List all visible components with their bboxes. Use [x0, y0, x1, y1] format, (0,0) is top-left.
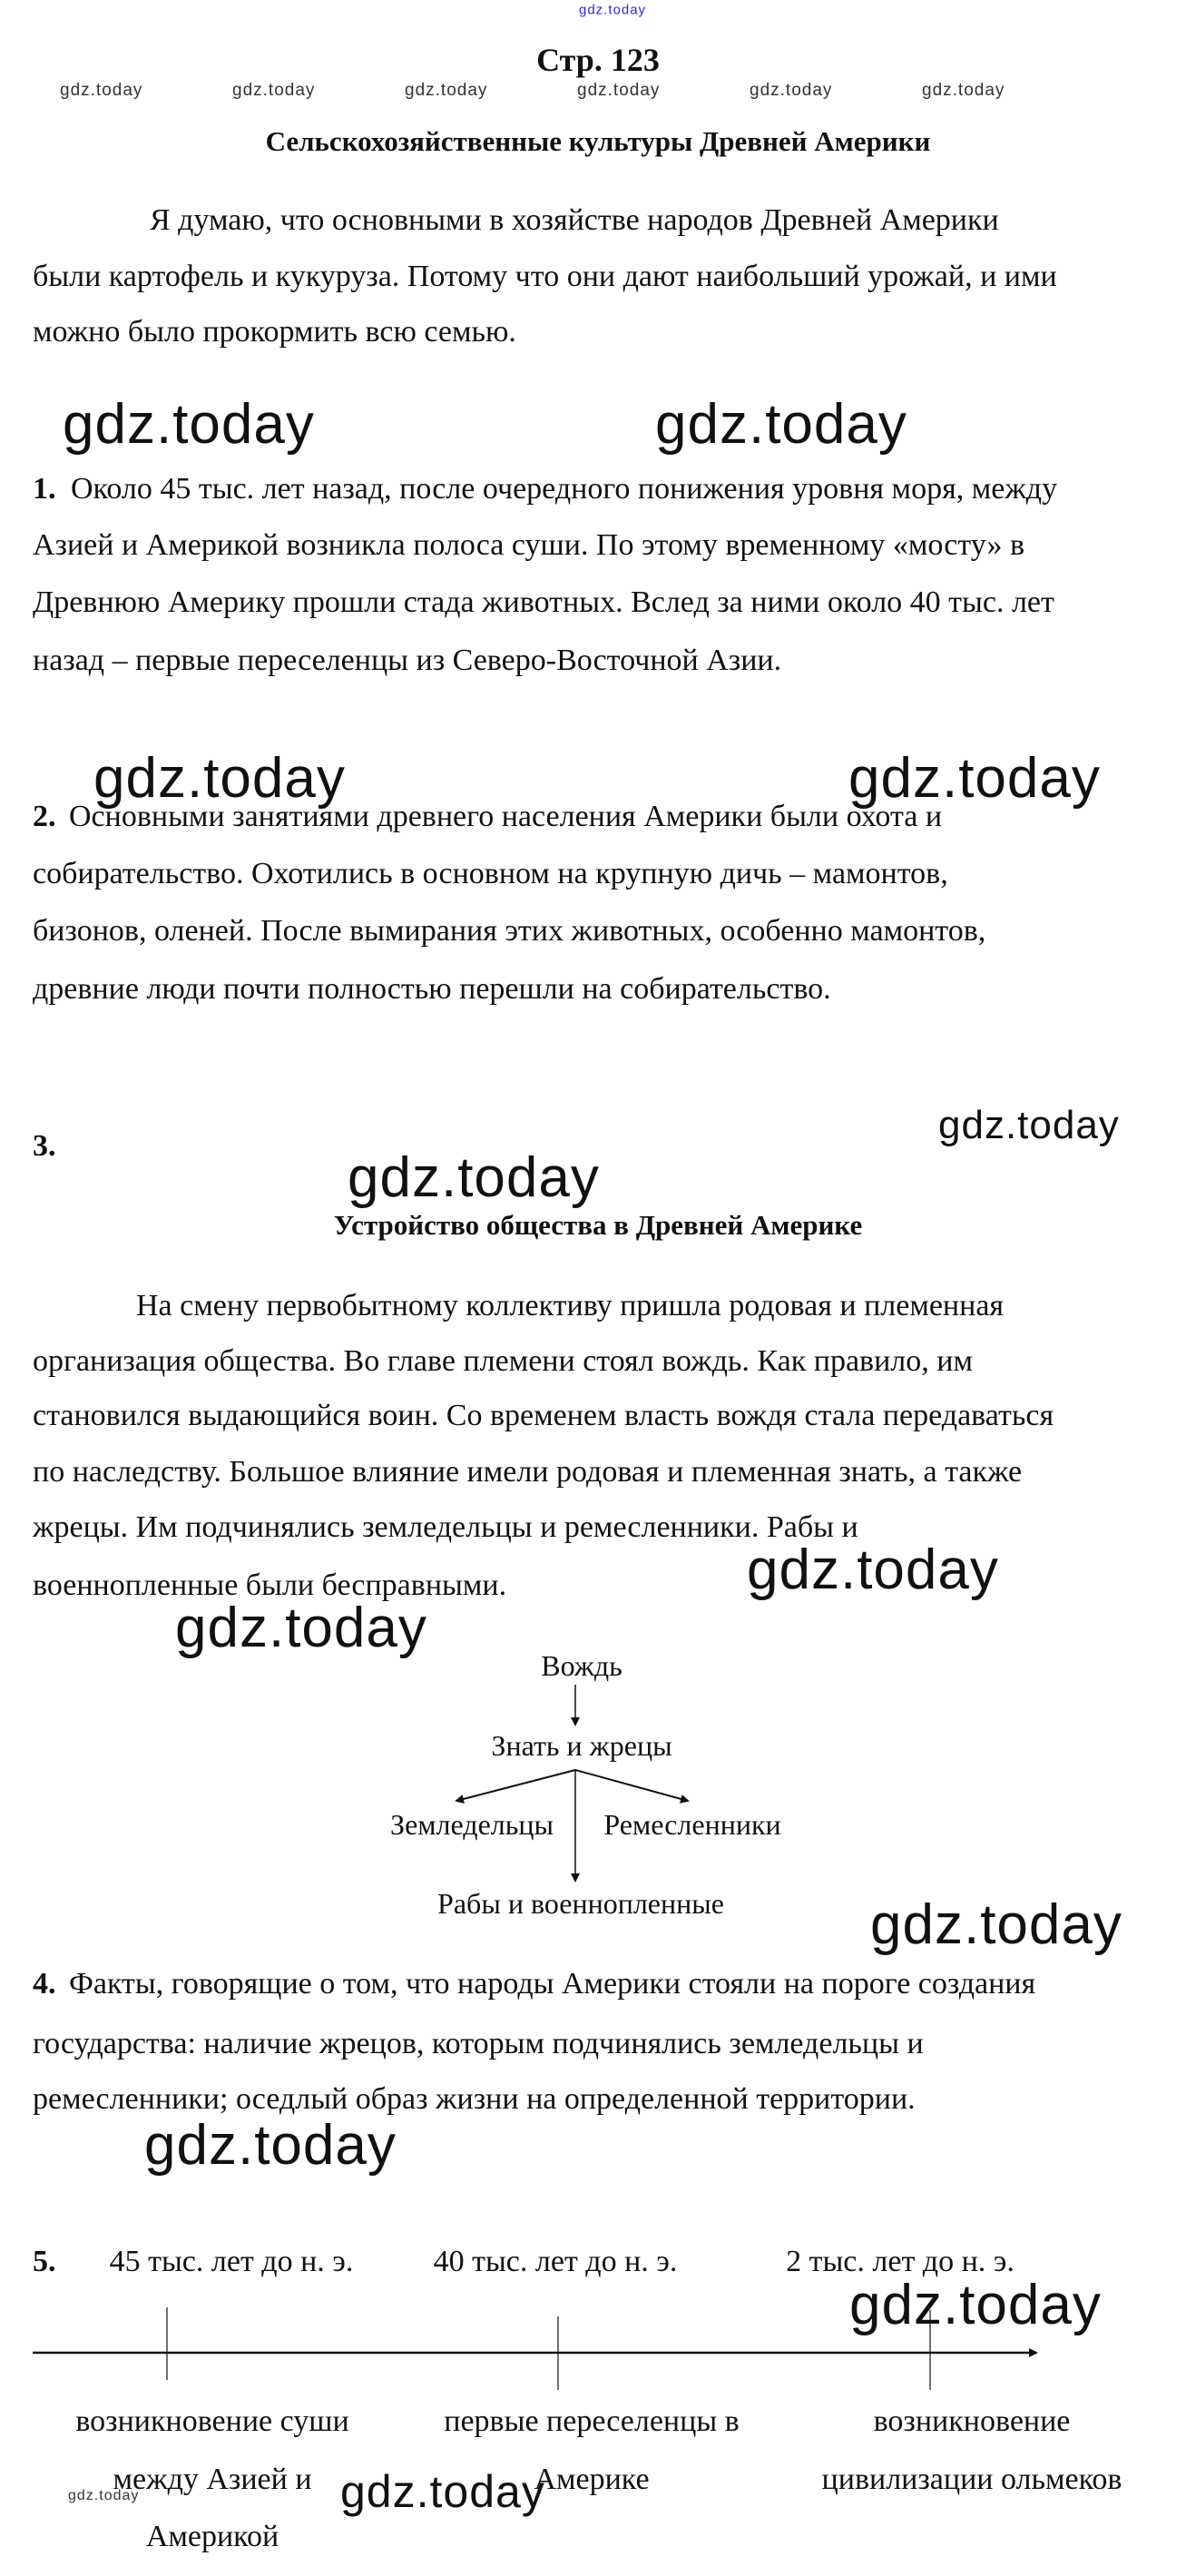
arrow-left — [456, 1770, 575, 1801]
paragraph-line: На смену первобытному коллективу пришла родовая и племенная — [136, 1289, 1005, 1322]
paragraph-line: становился выдающийся воин. Со временем власть вождя стала передаваться — [33, 1399, 1054, 1432]
item-number: 5. — [33, 2245, 56, 2278]
paragraph-line: Древнюю Америку прошли стада животных. Вслед за ними около 40 тыс. лет — [33, 585, 1054, 619]
watermark: gdz.today — [405, 81, 488, 100]
paragraph-line: можно было прокормить всю семью. — [33, 315, 516, 349]
paragraph-line: назад – первые переселенцы из Северо-Восточной Азии. — [33, 644, 782, 677]
paragraph-line: бизонов, оленей. После вымирания этих животных, особенно мамонтов, — [33, 914, 986, 948]
watermark: gdz.today — [938, 1103, 1120, 1147]
watermark: gdz.today — [849, 2274, 1102, 2336]
watermark: gdz.today — [93, 747, 346, 810]
paragraph-line: военнопленные были бесправными. — [33, 1568, 507, 1602]
item-number: 4. — [33, 1967, 56, 2001]
timeline-label: возникновение — [873, 2404, 1071, 2438]
page-header: Стр. 123 — [536, 42, 660, 78]
watermark: gdz.today — [747, 1539, 999, 1601]
timeline-label: возникновение суши — [75, 2404, 349, 2438]
paragraph-line: Факты, говорящие о том, что народы Америки стояли на пороге создания — [69, 1967, 1036, 2001]
timeline-date: 2 тыс. лет до н. э. — [786, 2245, 1015, 2278]
timeline-date: 40 тыс. лет до н. э. — [433, 2245, 678, 2278]
watermark: gdz.today — [63, 393, 315, 456]
paragraph-line: Около 45 тыс. лет назад, после очередного понижения уровня моря, между — [71, 472, 1058, 506]
paragraph-line: Основными занятиями древнего населения Америки были охота и — [69, 800, 943, 833]
diagram-node-slaves: Рабы и военнопленные — [437, 1887, 724, 1920]
timeline-label: Америкой — [145, 2520, 279, 2553]
watermark: gdz.today — [68, 2488, 140, 2503]
diagram-node-chief: Вождь — [541, 1649, 623, 1682]
paragraph-line: древние люди почти полностью перешли на собирательство. — [33, 972, 831, 1006]
arrow-right — [575, 1770, 688, 1801]
paragraph-line: Азией и Америкой возникла полоса суши. По этому временному «мосту» в — [33, 528, 1025, 562]
watermark: gdz.today — [870, 1893, 1122, 1956]
watermark: gdz.today — [750, 81, 833, 100]
watermark: gdz.today — [348, 1146, 600, 1209]
timeline-date: 45 тыс. лет до н. э. — [109, 2245, 354, 2278]
watermark: gdz.today — [60, 81, 143, 100]
watermark: gdz.today — [922, 81, 1005, 100]
timeline-label: цивилизации ольмеков — [821, 2463, 1122, 2496]
diagram-node-artisans: Ремесленники — [603, 1808, 781, 1841]
paragraph-line: организация общества. Во главе племени стоял вождь. Как правило, им — [33, 1344, 973, 1378]
section-title: Устройство общества в Древней Америке — [333, 1209, 863, 1241]
section-title: Сельскохозяйственные культуры Древней Америки — [265, 125, 931, 157]
timeline-label: между Азией и — [113, 2463, 312, 2496]
watermark: gdz.today — [175, 1597, 427, 1659]
diagram-node-farmers: Земледельцы — [390, 1808, 554, 1841]
timeline-label: первые переселенцы в — [444, 2404, 740, 2438]
paragraph-line: по наследству. Большое влияние имели родовая и племенная знать, а также — [33, 1455, 1023, 1489]
item-number: 2. — [33, 800, 56, 833]
item-number: 1. — [33, 472, 56, 506]
watermark: gdz.today — [577, 81, 661, 100]
paragraph-line: собирательство. Охотились в основном на крупную дичь – мамонтов, — [33, 857, 948, 890]
paragraph-line: были картофель и кукуруза. Потому что они дают наибольший урожай, и ими — [33, 260, 1057, 293]
paragraph-line: государства: наличие жрецов, которым подчинялись земледельцы и — [33, 2027, 924, 2060]
watermark: gdz.today — [579, 2, 647, 18]
paragraph-line: ремесленники; оседлый образ жизни на определенной территории. — [33, 2082, 916, 2116]
watermark: gdz.today — [144, 2114, 397, 2177]
paragraph-line: Я думаю, что основными в хозяйстве народов Древней Америки — [150, 203, 999, 237]
watermark: gdz.today — [232, 81, 316, 100]
item-number: 3. — [33, 1129, 56, 1163]
watermark: gdz.today — [655, 393, 907, 456]
paragraph-line: жрецы. Им подчинялись земледельцы и ремесленники. Рабы и — [33, 1510, 858, 1544]
watermark: gdz.today — [340, 2466, 545, 2517]
watermark: gdz.today — [848, 747, 1101, 810]
timeline-label: Америке — [534, 2463, 650, 2496]
diagram-node-nobility: Знать и жрецы — [491, 1729, 672, 1762]
